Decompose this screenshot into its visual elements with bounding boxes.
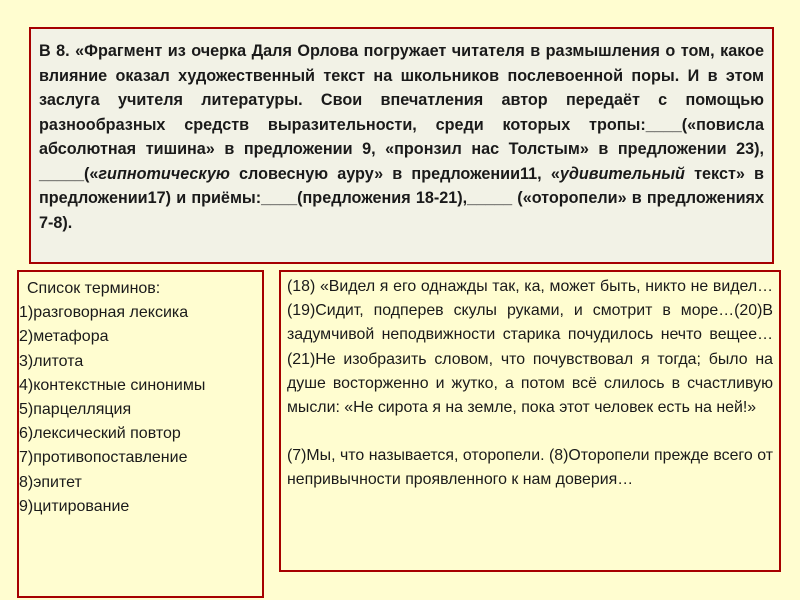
term-item: 4)контекстные синонимы <box>19 376 206 394</box>
term-item: 9)цитирование <box>19 497 130 515</box>
fragment-paragraph-1: (18) «Видел я его однажды так, ка, может быть, никто не видел… (19)Сидит, подперев скулы руками, и смотрит в море…(20)В задумчивой неподвижности старика почудилось нечто вещее…(21)Не изобразить словом, что почувствовал я тогда; было на душе восторженно и жутко, а потом всё слилось в счастливую мысли: «Не сирота я на земле, пока этот человек есть на ней!» <box>287 278 773 417</box>
task-italic-word-1: гипнотическую <box>98 164 230 183</box>
fragment-paragraph-2: (7)Мы, что называется, оторопели. (8)Оторопели прежде всего от непривычности проявленного к нам доверия… <box>287 447 773 489</box>
terms-list-box <box>17 270 264 598</box>
term-item: 8)эпитет <box>19 473 82 491</box>
terms-heading: Список терминов: <box>27 280 161 297</box>
term-item: 1)разговорная лексика <box>19 304 189 322</box>
task-text-part2: словесную ауру» в предложении11, « <box>229 164 560 183</box>
term-item: 2)метафора <box>19 328 109 346</box>
term-item: 5)парцелляция <box>19 401 132 419</box>
task-text-part1: В 8. «Фрагмент из очерка Даля Орлова погружает читателя в размышления о том, какое влияние оказал художественный текст на школьников послевоенной поры. И в этом заслуга учителя литературы. Свои впечатления автор передаёт с помощью разнообразных средств выразительности, среди которых тропы:____(«повисла абсолютная тишина» в предложении 9, «пронзил нас Толстым» в предложении 23), _____(« <box>39 42 764 183</box>
task-text-part3: текст» в предложении17) и приёмы:____(предложения 18-21),_____ («оторопели» в предложениях 7-8). <box>39 164 764 232</box>
term-item: 7)противопоставление <box>19 449 188 467</box>
term-item: 6)лексический повтор <box>19 425 181 443</box>
text-fragment-box <box>279 270 781 572</box>
paragraph-gap <box>287 420 773 444</box>
task-box <box>29 27 774 264</box>
term-item: 3)литота <box>19 352 84 370</box>
task-italic-word-2: удивительный <box>559 164 685 183</box>
